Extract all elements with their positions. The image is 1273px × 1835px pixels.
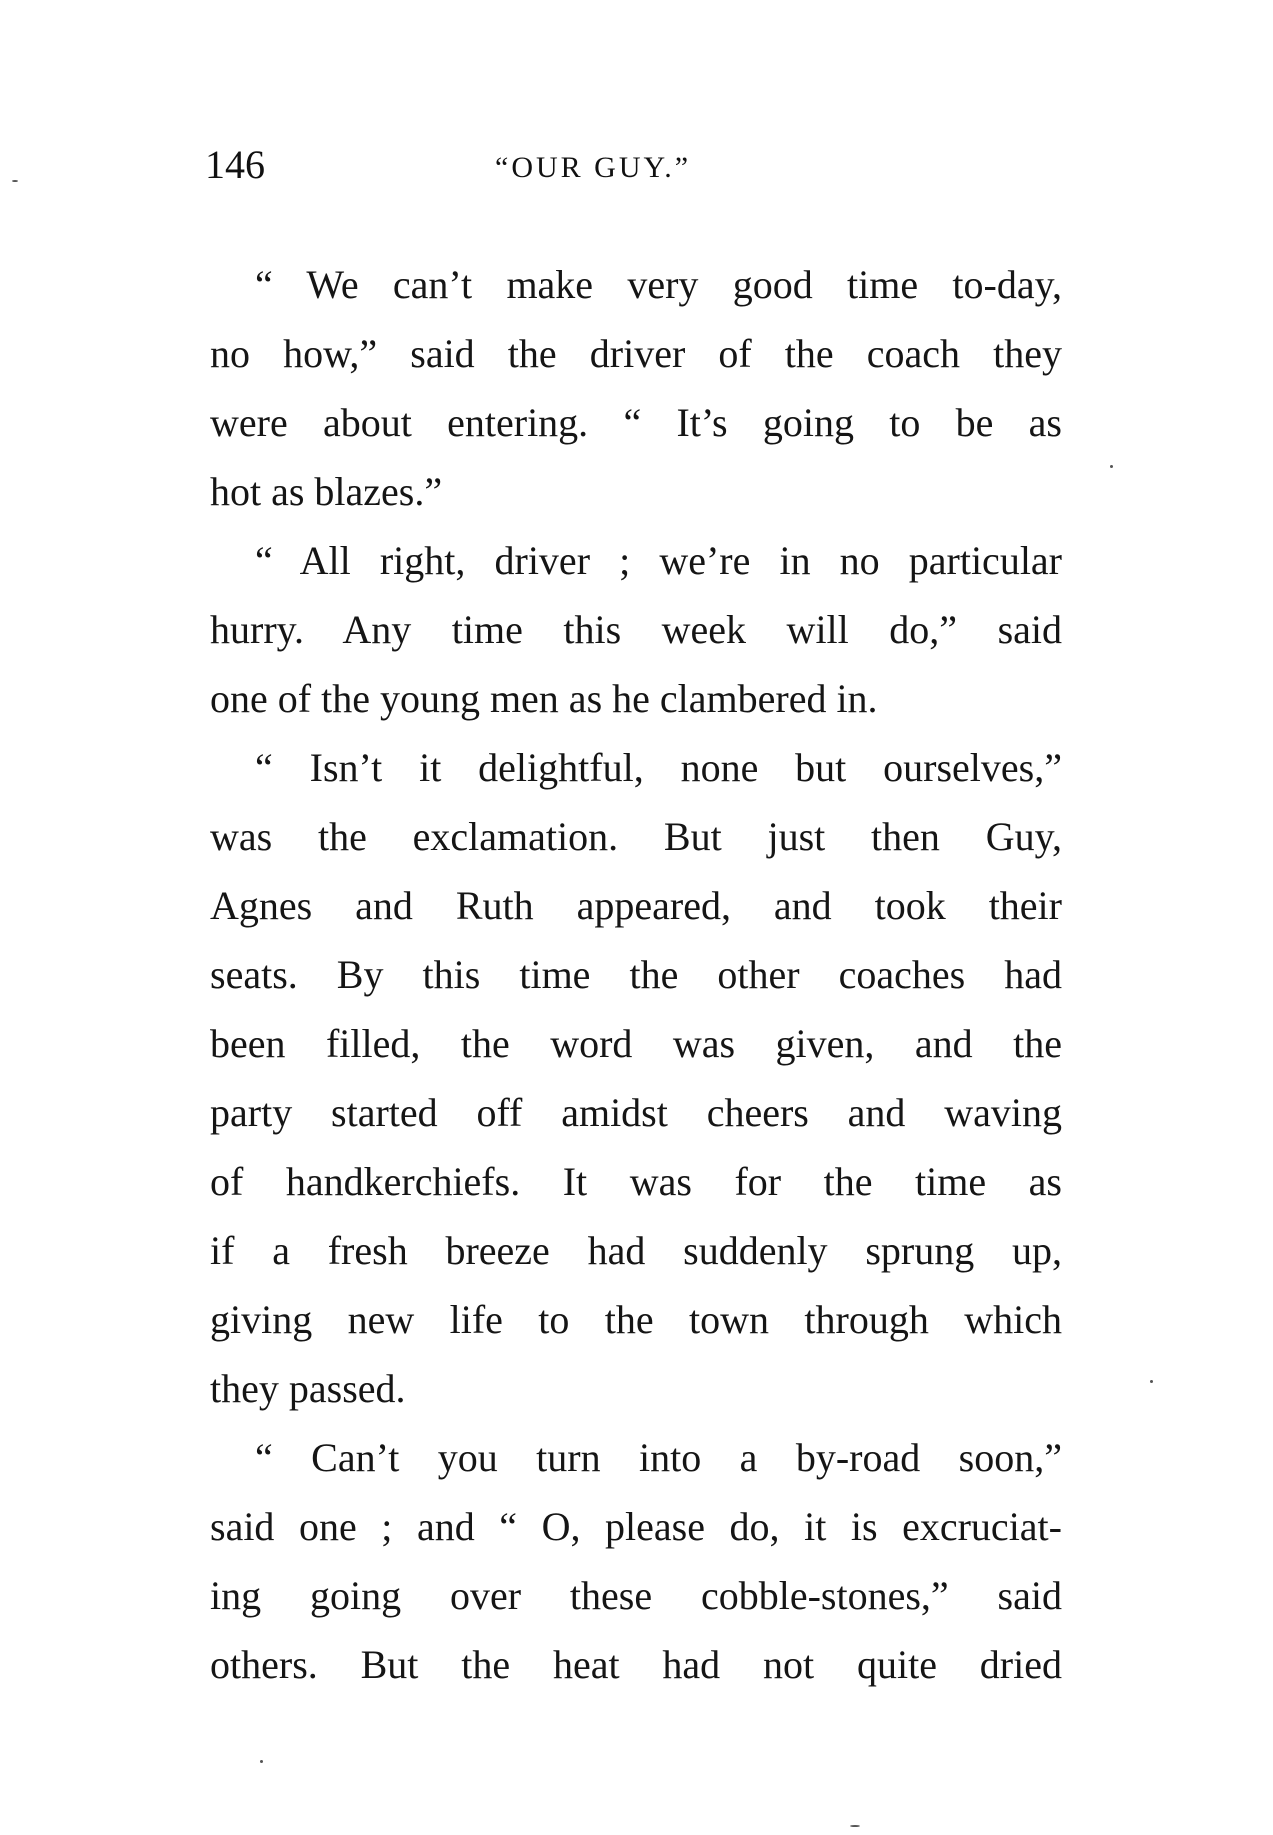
paragraph-2 — [210, 526, 1062, 733]
text-line: Agnes and Ruth appeared, and took their — [210, 883, 1062, 928]
page-number: 146 — [205, 142, 265, 187]
scan-speck — [1110, 465, 1113, 468]
page-header — [205, 142, 1065, 195]
text-line: were about entering. “ It’s going to be as — [210, 400, 1062, 445]
paragraph-4 — [210, 1423, 1062, 1699]
text-line: they passed. — [210, 1366, 406, 1411]
text-line: said one ; and “ O, please do, it is excruciat- — [210, 1504, 1062, 1549]
text-line: been filled, the word was given, and the — [210, 1021, 1062, 1066]
text-line: seats. By this time the other coaches had — [210, 952, 1062, 997]
text-line: if a fresh breeze had suddenly sprung up, — [210, 1228, 1062, 1273]
text-line: “ All right, driver ; we’re in no particular — [255, 538, 1062, 583]
text-line: was the exclamation. But just then Guy, — [210, 814, 1062, 859]
text-line: ing going over these cobble-stones,” said — [210, 1573, 1062, 1618]
paragraph-3 — [210, 733, 1062, 1423]
text-line: one of the young men as he clambered in. — [210, 676, 878, 721]
scan-speck — [1150, 1380, 1153, 1383]
body-text — [210, 250, 1062, 1699]
text-line: “ Isn’t it delightful, none but ourselves,” — [255, 745, 1062, 790]
paragraph-1 — [210, 250, 1062, 526]
text-line: hurry. Any time this week will do,” said — [210, 607, 1062, 652]
running-head: “OUR GUY.” — [495, 151, 692, 184]
scan-speck — [12, 180, 18, 182]
scan-speck — [260, 1760, 263, 1763]
text-line: “ Can’t you turn into a by-road soon,” — [255, 1435, 1062, 1480]
text-line: hot as blazes.” — [210, 469, 443, 514]
text-line: of handkerchiefs. It was for the time as — [210, 1159, 1062, 1204]
text-line: “ We can’t make very good time to-day, — [255, 262, 1062, 307]
text-line: no how,” said the driver of the coach they — [210, 331, 1062, 376]
text-line: giving new life to the town through which — [210, 1297, 1062, 1342]
text-line: party started off amidst cheers and waving — [210, 1090, 1062, 1135]
scan-speck — [850, 1825, 860, 1827]
text-line: others. But the heat had not quite dried — [210, 1642, 1062, 1687]
